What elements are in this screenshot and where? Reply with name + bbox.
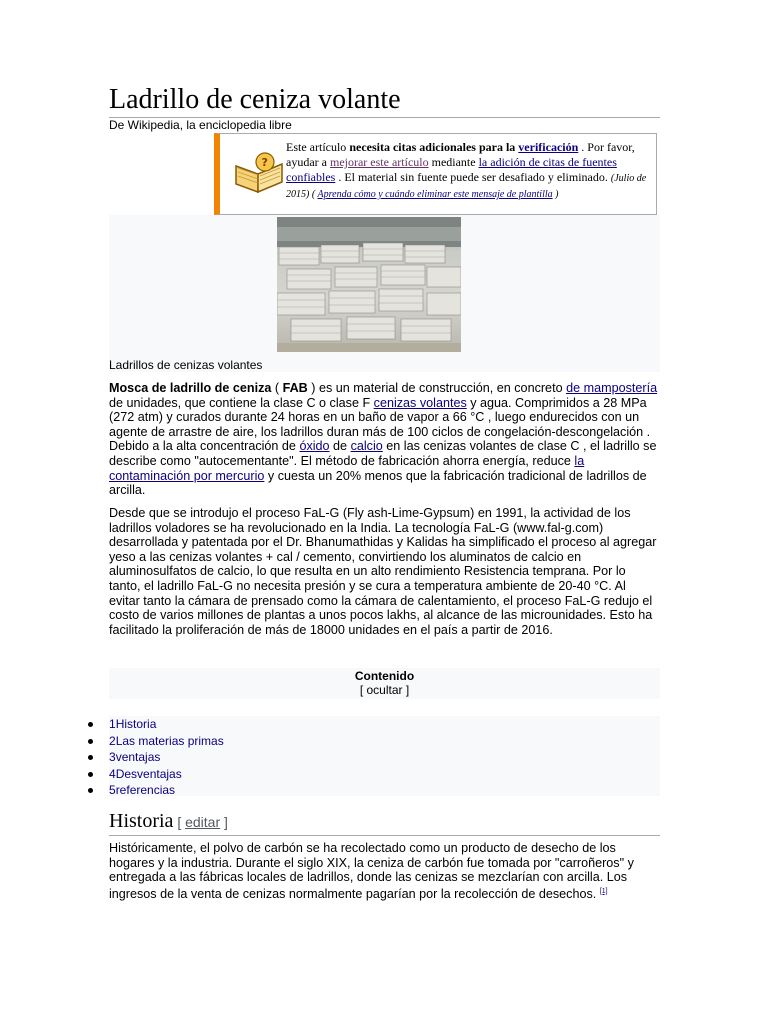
- toc-item-historia[interactable]: 1Historia: [109, 716, 660, 733]
- toc-title: Contenido: [354, 669, 415, 683]
- svg-text:?: ?: [261, 156, 268, 169]
- fly-ash-link[interactable]: cenizas volantes: [373, 395, 467, 410]
- oxide-link[interactable]: óxido: [299, 439, 330, 454]
- toc-list: [109, 716, 660, 796]
- add-sources-link[interactable]: la adición de citas de fuentes confiables: [286, 155, 617, 184]
- calcium-link[interactable]: calcio: [350, 439, 383, 454]
- toc-item-referencias[interactable]: 5referencias: [109, 782, 660, 799]
- mercury-pollution-link[interactable]: la contaminación por mercurio: [109, 453, 585, 483]
- toc-item-ventajas[interactable]: 3ventajas: [109, 749, 660, 766]
- figure-caption: Ladrillos de cenizas volantes: [109, 358, 263, 372]
- notice-date: (Julio de 2015): [286, 173, 647, 200]
- intro-paragraph: Mosca de ladrillo de ceniza ( FAB ) es un material de construcción, en concreto de mampostería de unidades, que contiene la clase C o clase F cenizas volantes y agua. Comprimidos a 28 MPa (272 atm) y curados durante 24 horas en un baño de vapor a 66 °C , luego endurecidos con un agente de arrastre de aire, los ladrillos duran más de 100 ciclos de congelación-descongelación . Debido a la alta concentración de óxido de calcio en las cenizas volantes de clase C , el ladrillo se describe como "autocementante". El método de fabricación ahorra energía, reduce la contaminación por mercurio y cuesta un 20% menos que la fabricación tradicional de ladrillos de arcilla.: [109, 381, 658, 498]
- figure-thumbnail: [109, 215, 660, 372]
- edit-section-link[interactable]: editar: [185, 814, 221, 830]
- book-question-icon: [232, 152, 286, 196]
- toc-toggle[interactable]: [ ocultar ]: [359, 683, 410, 697]
- historia-paragraph: Históricamente, el polvo de carbón se ha recolectado como un producto de desecho de los hogares y la industria. Durante el siglo XIX, la ceniza de carbón fue tomada por "carroñeros" y entregada a las fábricas locales de ladrillos, donde las cenizas se mezclarían con arcilla. Los ingresos de la venta de cenizas normalmente pagarían por la recolección de desechos. [1]: [109, 841, 634, 901]
- verification-link[interactable]: verificación: [518, 140, 579, 154]
- falg-paragraph: Desde que se introdujo el proceso FaL-G (Fly ash-Lime-Gypsum) en 1991, la actividad de los ladrillos voladores se ha revolucionado en la India. La tecnología FaL-G (www.fal-g.com) desarrollada y patentada por el Dr. Bhanumathidas y Kalidas ha simplificado el proceso al agregar yeso a las cenizas volantes + cal / cemento, convirtiendo los aluminatos de calcio en aluminosulfatos de calcio, lo que resulta en un alto rendimiento Resistencia temprana. Por lo tanto, el ladrillo FaL-G no necesita presión y se cura a temperatura ambiente de 20-40 °C. Al evitar tanto la cámara de prensado como la cámara de calentamiento, el proceso FaL-G redujo el costo de varios millones de plantas a unos pocos lakhs, al alcance de las microunidades. Esto ha facilitado la proliferación de más de 18000 unidades en el país a partir de 2016.: [109, 506, 657, 637]
- notice-text: Este artículo necesita citas adicionales para la verificación . Por favor, ayudar a mejorar este artículo mediante la adición de citas de fuentes confiables . El material sin fuente puede ser desafiado y eliminado. (Julio de 2015) ( Aprenda cómo y cuándo eliminar este mensaje de plantilla ): [286, 140, 647, 200]
- bricks-photo[interactable]: [277, 217, 461, 352]
- toc-item-desventajas[interactable]: 4Desventajas: [109, 766, 660, 783]
- toc-header: [109, 668, 660, 699]
- refimprove-notice: [214, 133, 657, 215]
- reference-link-1[interactable]: [1]: [599, 887, 608, 895]
- masonry-link[interactable]: de mampostería: [566, 381, 658, 395]
- site-tagline: De Wikipedia, la enciclopedia libre: [109, 118, 292, 132]
- improve-article-link[interactable]: mejorar este artículo: [329, 155, 429, 169]
- learn-remove-link[interactable]: Aprenda cómo y cuándo eliminar este mensaje de plantilla: [317, 189, 553, 200]
- toc-item-materias-primas[interactable]: 2Las materias primas: [109, 733, 660, 750]
- section-heading-historia: Historia [ editar ]: [109, 810, 660, 836]
- page-title: Ladrillo de ceniza volante: [109, 84, 660, 118]
